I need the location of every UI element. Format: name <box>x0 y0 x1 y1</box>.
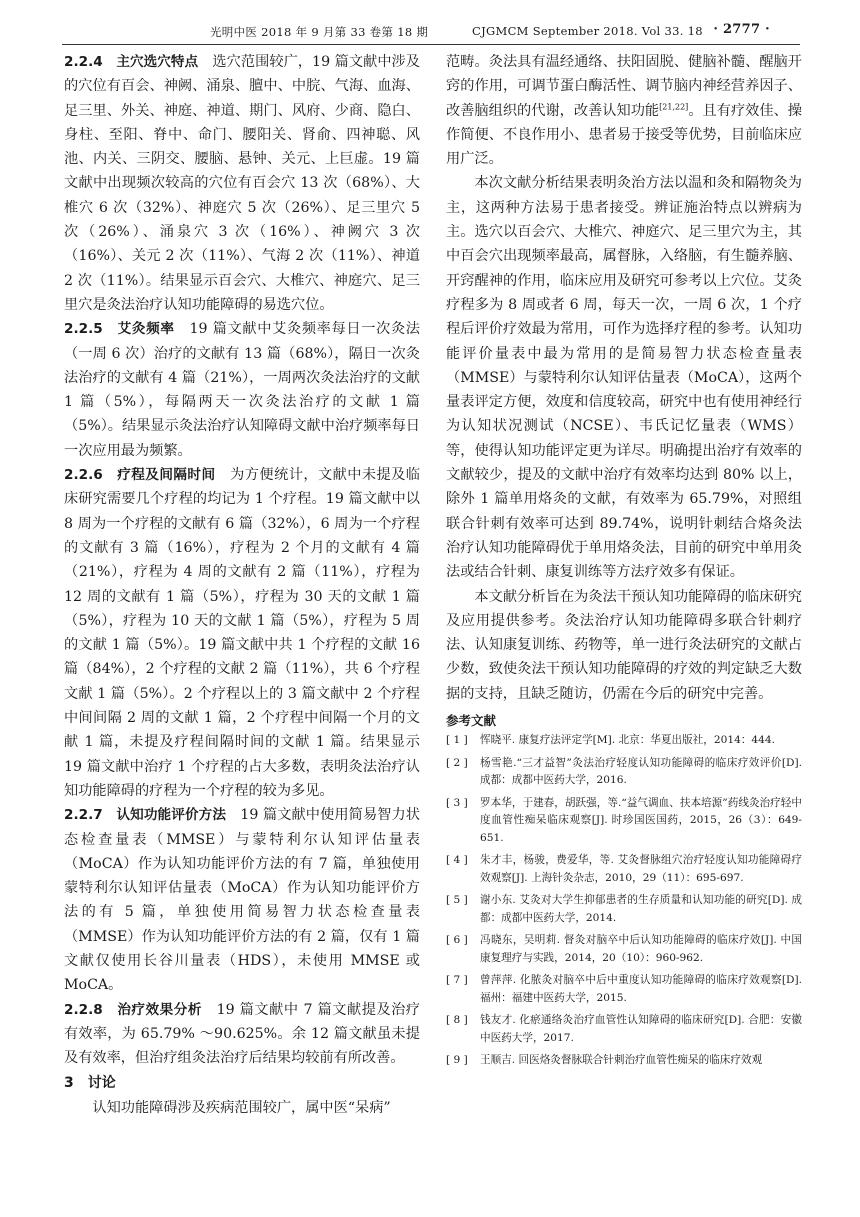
reference-list <box>446 732 802 1070</box>
section-body: 选穴范围较广，19 篇文献中涉及的穴位有百会、神阙、涌泉、膻中、中脘、气海、血海、足三里、外关、神庭、神道、期门、风府、少商、隐白、身柱、至阳、脊中、命门、腰阳关、肾俞、四神聪、风池、内关、三阴交、腰脑、悬钟、关元、上巨虚。19 篇文献中出现频次较高的穴位有百会穴 13 次（68%）、大椎穴 6 次（32%）、神庭穴 5 次（26%）、足三里穴 5 次（26%）、涌泉穴 3 次（16%）、神阙穴 3 次（16%）、关元 2 次（11%）、气海 2 次（11%）、神道 2 次（11%）。结果显示百会穴、大椎穴、神庭穴、足三里穴是灸法治疗认知功能障碍的易选穴位。 <box>64 54 420 313</box>
discussion-paragraph-1 <box>446 50 802 171</box>
reference-item <box>446 1052 802 1070</box>
reference-number: [ 2 ] <box>446 756 468 769</box>
reference-item <box>446 795 802 848</box>
reference-text: 曾萍萍. 化脓灸对脑卒中后中重度认知功能障碍的临床疗效观察[D]. 福州：福建中医药大学，2015. <box>480 974 802 1004</box>
reference-text: 冯晓东，吴明莉. 督灸对脑卒中后认知功能障碍的临床疗效[J]. 中国康复理疗与实践，2014，20（10）：960-962. <box>480 934 802 964</box>
reference-text: 朱才丰，杨骏，费爱华，等. 艾灸督脉组穴治疗轻度认知功能障碍疗效观察[J]. 上海针灸杂志，2010，29（11）：695-697. <box>480 854 802 884</box>
section-2-2-7 <box>64 803 420 997</box>
section-3-heading: 3 讨论 <box>64 1075 116 1092</box>
section-2-2-8 <box>64 998 420 1071</box>
reference-item <box>446 932 802 967</box>
discussion-paragraph-2: 本次文献分析结果表明灸治方法以温和灸和隔物灸为主，这两种方法易于患者接受。辨证施治特点以辨病为主。选穴以百会穴、大椎穴、神庭穴、足三里穴为主，其中百会穴出现频率最高，属督脉，入络脑，有生髓养脑、开窍醒神的作用，临床应用及研究可参考以上穴位。艾灸疗程多为 8 周或者 6 周，每天一次，一周 6 次，1 个疗程后评价疗效最为常用，可作为选择疗程的参考。认知功能评价量表中最为常用的是简易智力状态检查量表（MMSE）与蒙特利尔认知评估量表（MoCA），这两个量表评定方便，效度和信度较高，研究中也有使用神经行为认知状况测试（NCSE）、韦氏记忆量表（WMS）等，使得认知功能评定更为详尽。明确提出治疗有效率的文献较少，提及的文献中治疗有效率均达到 80% 以上，除外 1 篇单用烙灸的文献，有效率为 65.79%，对照组联合针刺有效率可达到 89.74%，说明针刺结合烙灸法治疗认知功能障碍优于单用烙灸法，目前的研究中单用灸法或结合针刺、康复训练等方法疗效多有保证。 <box>446 175 802 581</box>
reference-text: 恽晓平. 康复疗法评定学[M]. 北京：华夏出版社，2014：444. <box>480 734 776 747</box>
reference-text: 谢小东. 艾灸对大学生抑郁患者的生存质量和认知功能的研究[D]. 成都：成都中医药大学，2014. <box>480 894 802 924</box>
reference-number: [ 4 ] <box>446 854 468 867</box>
reference-number: [ 9 ] <box>446 1054 468 1067</box>
section-2-2-5 <box>64 317 420 463</box>
citation: [21,22] <box>659 101 689 111</box>
section-body: 19 篇文献中艾灸频率每日一次灸法（一周 6 次）治疗的文献有 13 篇（68%），隔日一次灸法治疗的文献有 4 篇（21%），一周两次灸法治疗的文献 1 篇（5%），每隔两天一次灸法治疗的文献 1 篇（5%）。结果显示灸法治疗认知障碍文献中治疗频率每日一次应用最为频繁。 <box>64 321 420 459</box>
page-number: · 2777 · <box>713 22 770 37</box>
reference-number: [ 1 ] <box>446 734 468 747</box>
reference-text: 王顺吉. 回医烙灸督脉联合针刺治疗血管性痴呆的临床疗效观 <box>480 1054 763 1067</box>
reference-item <box>446 732 802 750</box>
journal-name-en: CJGMCM September 2018. Vol 33. 18 <box>472 24 703 38</box>
reference-text: 罗本华，于建春，胡跃强，等.“益气调血、扶本培源”药线灸治疗轻中度血管性痴呆临床观察[J]. 时珍国医国药，2015，26（3）：649-651. <box>480 796 802 844</box>
reference-text: 杨雪艳.“三才益智”灸法治疗轻度认知功能障碍的临床疗效评价[D]. 成都：成都中医药大学，2016. <box>480 756 802 787</box>
reference-item <box>446 1012 802 1047</box>
reference-number: [ 7 ] <box>446 974 468 987</box>
discussion-paragraph-start: 认知功能障碍涉及疾病范围较广，属中医“呆病” <box>92 1099 391 1116</box>
reference-number: [ 8 ] <box>446 1014 468 1027</box>
section-heading: 2.2.5 艾灸频率 <box>64 321 175 338</box>
reference-number: [ 5 ] <box>446 894 468 907</box>
reference-text: 钱友才. 化瘀通络灸治疗血管性认知障碍的临床研究[D]. 合肥：安徽中医药大学，2017. <box>480 1014 802 1044</box>
reference-number: [ 6 ] <box>446 934 468 947</box>
section-body: 为方便统计，文献中未提及临床研究需要几个疗程的均记为 1 个疗程。19 篇文献中以 8 周为一个疗程的文献有 6 篇（32%），6 周为一个疗程的文献有 3 篇（16%），疗程为 2 个月的文献有 4 篇（21%），疗程为 4 周的文献有 2 篇（11%），疗程为 12 周的文献有 1 篇（5%），疗程为 30 天的文献 1 篇（5%），疗程为 10 天的文献 1 篇（5%），疗程为 5 周的文献 1 篇（5%）。19 篇文献中共 1 个疗程的文献 16 篇（84%），2 个疗程的文献 2 篇（11%），共 6 个疗程文献 1 篇（5%）。2 个疗程以上的 3 篇文献中 2 个疗程中间间隔 2 周的文献 1 篇，2 个疗程中间隔一个月的文献 1 篇，未提及疗程间隔时间的文献 1 篇。结果显示 19 篇文献中治疗 1 个疗程的占大多数，表明灸法治疗认知功能障碍的疗程为一个疗程的较为多见。 <box>64 467 420 799</box>
section-heading: 2.2.4 主穴选穴特点 <box>64 54 199 70</box>
section-2-2-6 <box>64 463 420 803</box>
header-rule <box>62 44 800 45</box>
reference-number: [ 3 ] <box>446 796 468 809</box>
section-2-2-4 <box>64 50 420 317</box>
reference-item <box>446 892 802 927</box>
reference-item <box>446 852 802 887</box>
section-heading: 2.2.7 认知功能评价方法 <box>64 807 227 824</box>
right-column <box>446 50 802 1075</box>
reference-item <box>446 755 802 790</box>
paragraph-text: 范畴。灸法具有温经通络、扶阳固脱、健脑补髓、醒脑开窍的作用，可调节蛋白酶活性、调节脑内神经营养因子、改善脑组织的代谢，改善认知功能 <box>446 54 802 119</box>
section-body: 19 篇文献中使用简易智力状态检查量表（MMSE）与蒙特利尔认知评估量表（MoCA）作为认知功能评价方法的有 7 篇，单独使用蒙特利尔认知评估量表（MoCA）作为认知功能评价方法的有 5 篇，单独使用简易智力状态检查量表（MMSE）作为认知功能评价方法的有 2 篇，仅有 1 篇文献仅使用长谷川量表（HDS），未使用 MMSE 或 MoCA。 <box>64 807 420 994</box>
section-body: 19 篇文献中 7 篇文献提及治疗有效率，为 65.79% ～90.625%。余 12 篇文献虽未提及有效率，但治疗组灸法治疗后结果均较前有所改善。 <box>64 1001 420 1067</box>
section-heading: 2.2.8 治疗效果分析 <box>64 1001 202 1018</box>
paragraph-text-end: 。且有疗效佳、操作简便、不良作用小、患者易于接受等优势，目前临床应用广泛。 <box>446 102 802 168</box>
reference-item <box>446 972 802 1007</box>
running-header <box>210 20 770 42</box>
journal-name-cn: 光明中医 2018 年 9 月第 33 卷第 18 期 <box>210 25 429 39</box>
discussion-paragraph-3: 本文献分析旨在为灸法干预认知功能障碍的临床研究及应用提供参考。灸法治疗认知功能障碍多联合针刺疗法、认知康复训练、药物等，单一进行灸法研究的文献占少数，致使灸法干预认知功能障碍的疗效的判定缺乏大数据的支持，且缺乏随访，仍需在今后的研究中完善。 <box>446 588 802 702</box>
references-heading: 参考文献 <box>446 713 497 729</box>
section-heading: 2.2.6 疗程及间隔时间 <box>64 467 216 484</box>
left-column <box>64 50 420 1120</box>
